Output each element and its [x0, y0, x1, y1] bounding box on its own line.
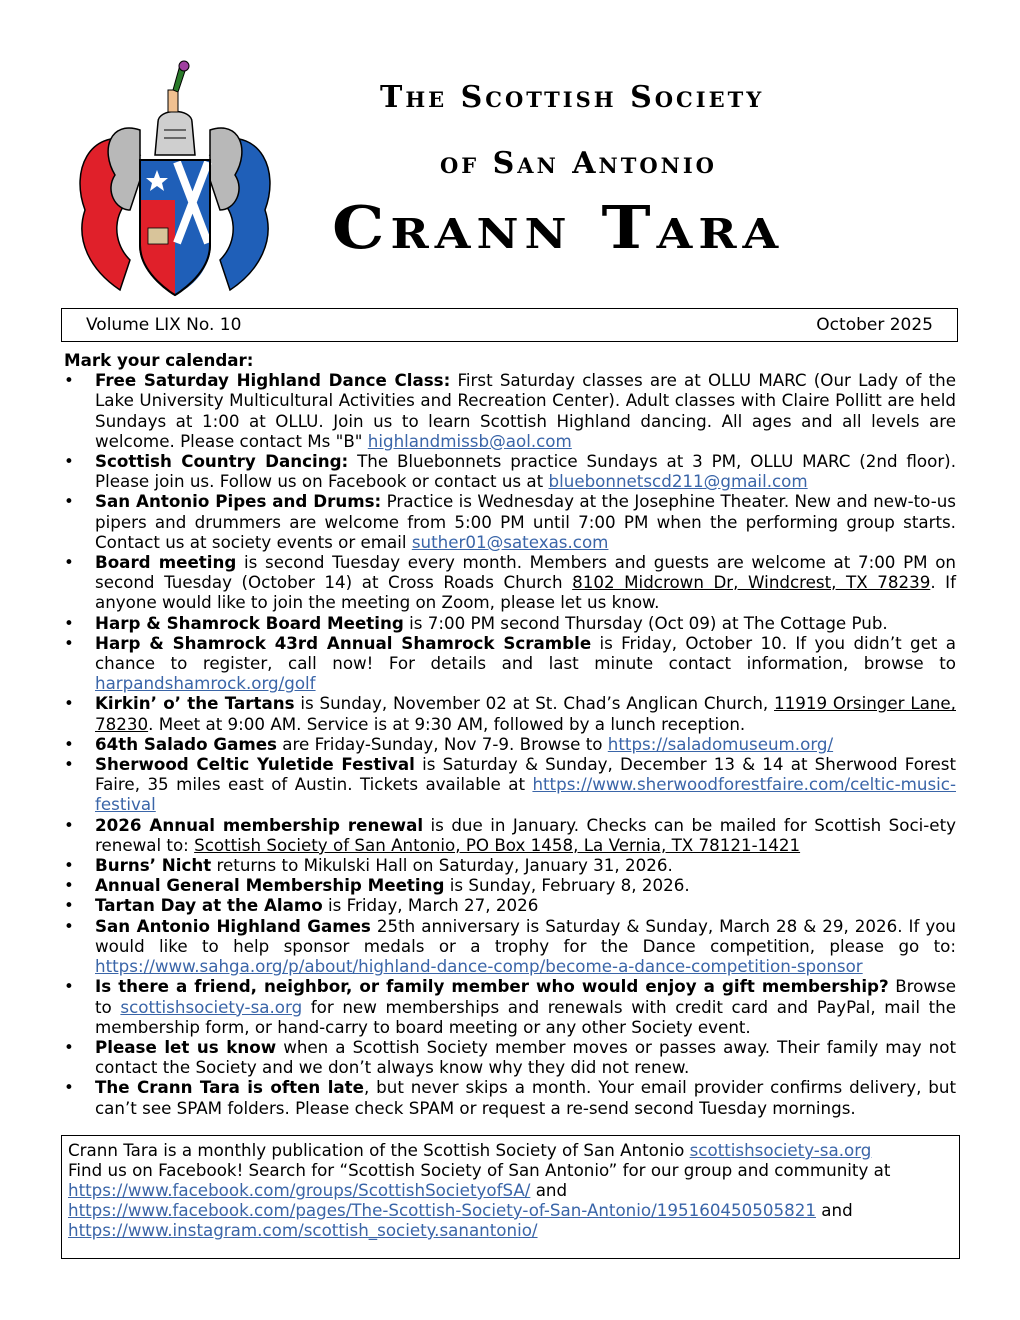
calendar-item	[64, 613, 956, 633]
calendar-item-title: Kirkin’ o’ the Tartans	[95, 693, 295, 714]
calendar-item-title: Scottish Country Dancing:	[95, 451, 349, 472]
volume-number: Volume LIX No. 10	[86, 315, 242, 335]
masthead-line-2: of San Antonio	[440, 146, 717, 181]
calendar-item-text: is Saturday & Sunday, December 13 & 14 at Sherwood Forest Faire, 35 miles east of Austin. Tickets available at	[95, 754, 956, 795]
calendar-section	[64, 350, 956, 1118]
calendar-item	[64, 370, 956, 451]
calendar-item-link[interactable]: https://www.sahga.org/p/about/highland-dance-comp/become-a-dance-competition-sponsor	[95, 956, 863, 977]
calendar-item-title: Burns’ Nicht	[95, 855, 212, 876]
calendar-item	[64, 734, 956, 754]
calendar-item-title: Annual General Membership Meeting	[95, 875, 445, 896]
calendar-item-link[interactable]: harpandshamrock.org/golf	[95, 673, 316, 694]
calendar-item-text: First Saturday classes are at OLLU MARC (Our Lady of the Lake University Multicultural Activities and Recreation Center). Adult classes with Claire Pollitt are held Sundays at 1:00 at OLLU. Join us to learn Scottish Highland dancing. All ages and all levels are welcome. Please contact Ms "B"	[95, 370, 956, 451]
calendar-item-link[interactable]: https://www.sherwoodforestfaire.com/celtic-music-festival	[95, 774, 956, 815]
calendar-item-title: San Antonio Highland Games	[95, 915, 371, 936]
calendar-item-text: for new memberships and renewals with credit card and PayPal, mail the membership form, or hand-carry to board meeting or any other Society event.	[95, 996, 956, 1037]
calendar-item-address: Scottish Society of San Antonio, PO Box 1458, La Vernia, TX 78121-1421	[194, 834, 801, 855]
calendar-item	[64, 491, 956, 552]
calendar-item-text: is 7:00 PM second Thursday (Oct 09) at The Cottage Pub.	[403, 612, 888, 633]
society-website-link[interactable]: scottishsociety-sa.org	[689, 1140, 872, 1160]
calendar-item-text: , but never skips a month. Your email provider confirms delivery, but can’t see SPAM folders. Please check SPAM or request a re-send second Tuesday mornings.	[95, 1077, 957, 1118]
calendar-item-title: Free Saturday Highland Dance Class:	[95, 370, 451, 391]
footer-line-1: Crann Tara is a monthly publication of the Scottish Society of San Antonio scottishsociety-sa.org	[68, 1140, 872, 1160]
society-crest-image	[60, 60, 290, 310]
bullet-icon: •	[64, 693, 74, 714]
calendar-item-title: Please let us know	[95, 1036, 277, 1057]
calendar-item-text: is Sunday, February 8, 2026.	[444, 875, 690, 896]
bullet-icon: •	[64, 976, 74, 997]
issue-info-box	[61, 308, 958, 342]
bullet-icon: •	[64, 612, 74, 633]
calendar-item-title: The Crann Tara is often late	[95, 1077, 364, 1098]
footer-line-2: Find us on Facebook! Search for “Scottish Society of San Antonio” for our group and community at	[68, 1160, 891, 1180]
calendar-item-title: 2026 Annual membership renewal	[95, 814, 424, 835]
bullet-icon: •	[64, 451, 74, 472]
calendar-item-text: are Friday-Sunday, Nov 7-9. Browse to	[276, 733, 608, 754]
bullet-icon: •	[64, 370, 74, 391]
masthead-line-1: The Scottish Society	[380, 80, 765, 115]
calendar-item-link[interactable]: suther01@satexas.com	[411, 531, 609, 552]
bullet-icon: •	[64, 855, 74, 876]
calendar-item-text: is Friday, March 27, 2026	[322, 895, 539, 916]
calendar-item-title: 64th Salado Games	[95, 733, 277, 754]
calendar-item-title: Is there a friend, neighbor, or family member who would enjoy a gift membership?	[95, 976, 889, 997]
bullet-icon: •	[64, 814, 74, 835]
calendar-item-text: when a Scottish Society member moves or passes away. Their family may not contact the Society and we don’t always know why they did not renew.	[95, 1036, 956, 1078]
calendar-item-address: 11919 Orsinger Lane, 78230	[95, 693, 956, 734]
bullet-icon: •	[64, 875, 74, 896]
calendar-item-text: 25th anniversary is Saturday & Sunday, March 28 & 29, 2026. If you would like to help sponsor medals or a trophy for the Dance competition, please go to:	[95, 915, 956, 956]
calendar-item	[64, 815, 956, 855]
calendar-item-title: Sherwood Celtic Yuletide Festival	[95, 754, 415, 775]
calendar-item-text: Practice is Wednesday at the Josephine Theater. New and new-to-us pipers and drummers are welcome from 5:00 PM until 7:00 PM when the performing group starts. Contact us at society events or email	[95, 491, 956, 552]
calendar-item-text: . Meet at 9:00 AM. Service is at 9:30 AM, followed by a lunch reception.	[148, 713, 746, 734]
calendar-item	[64, 633, 956, 694]
bullet-icon: •	[64, 632, 74, 653]
calendar-item	[64, 916, 956, 977]
issue-date: October 2025	[816, 315, 933, 335]
calendar-item-link[interactable]: https://saladomuseum.org/	[607, 733, 834, 754]
calendar-item	[64, 976, 956, 1037]
calendar-item	[64, 451, 956, 491]
calendar-item-text: is due in January. Checks can be mailed for Scottish Soci-ety renewal to:	[95, 814, 956, 855]
bullet-icon: •	[64, 754, 74, 775]
bullet-icon: •	[64, 895, 74, 916]
publication-info-box	[61, 1135, 960, 1259]
footer-line-5	[68, 1220, 953, 1240]
calendar-item	[64, 552, 956, 613]
calendar-item-text: . If anyone would like to join the meeting on Zoom, please let us know.	[95, 572, 956, 613]
calendar-item-link[interactable]: highlandmissb@aol.com	[367, 430, 572, 451]
calendar-item	[64, 855, 956, 875]
calendar-item-title: Tartan Day at the Alamo	[95, 895, 323, 916]
calendar-item-link[interactable]: bluebonnetscd211@gmail.com	[548, 471, 808, 492]
bullet-icon: •	[64, 552, 74, 573]
calendar-item-text: Browse to	[95, 976, 956, 1017]
facebook-page-link[interactable]: https://www.facebook.com/pages/The-Scottish-Society-of-San-Antonio/195160450505821	[68, 1200, 816, 1220]
calendar-item	[64, 754, 956, 815]
calendar-list	[64, 370, 956, 1118]
calendar-item-text: returns to Mikulski Hall on Saturday, January 31, 2026.	[211, 855, 673, 876]
calendar-item	[64, 1077, 956, 1117]
bullet-icon: •	[64, 491, 74, 512]
calendar-item	[64, 895, 956, 915]
calendar-item-text: is second Tuesday every month. Members and guests are welcome at 7:00 PM on second Tuesday (October 14) at Cross Roads Church	[95, 552, 956, 593]
calendar-item	[64, 1037, 956, 1077]
calendar-item-link[interactable]: scottishsociety-sa.org	[120, 996, 303, 1017]
calendar-item-text: The Bluebonnets practice Sundays at 3 PM, OLLU MARC (2nd floor). Please join us. Follow us on Facebook or contact us at	[95, 451, 956, 492]
facebook-group-link[interactable]: https://www.facebook.com/groups/ScottishSocietyofSA/	[68, 1180, 531, 1200]
footer-line-3: https://www.facebook.com/groups/ScottishSocietyofSA/ and	[68, 1180, 568, 1200]
calendar-item-text: is Friday, October 10. If you didn’t get a chance to register, call now! For details and last minute contact information, browse to	[95, 632, 957, 674]
bullet-icon: •	[64, 1036, 74, 1057]
bullet-icon: •	[64, 733, 74, 754]
bullet-icon: •	[64, 1077, 74, 1098]
calendar-item-title: Harp & Shamrock 43rd Annual Shamrock Scramble	[95, 632, 592, 653]
calendar-item	[64, 693, 956, 733]
calendar-item	[64, 875, 956, 895]
calendar-item-address: 8102 Midcrown Dr, Windcrest, TX 78239	[572, 572, 931, 593]
footer-line-4: https://www.facebook.com/pages/The-Scottish-Society-of-San-Antonio/195160450505821 and	[68, 1200, 853, 1220]
calendar-item-title: Harp & Shamrock Board Meeting	[95, 612, 404, 633]
calendar-item-title: San Antonio Pipes and Drums:	[95, 491, 382, 512]
bullet-icon: •	[64, 915, 74, 936]
instagram-link[interactable]: https://www.instagram.com/scottish_society.sanantonio/	[68, 1220, 538, 1240]
calendar-item-text: is Sunday, November 02 at St. Chad’s Anglican Church,	[294, 693, 775, 714]
calendar-item-title: Board meeting	[95, 552, 237, 573]
newsletter-title: Crann Tara	[332, 192, 785, 263]
calendar-heading: Mark your calendar:	[64, 350, 254, 370]
